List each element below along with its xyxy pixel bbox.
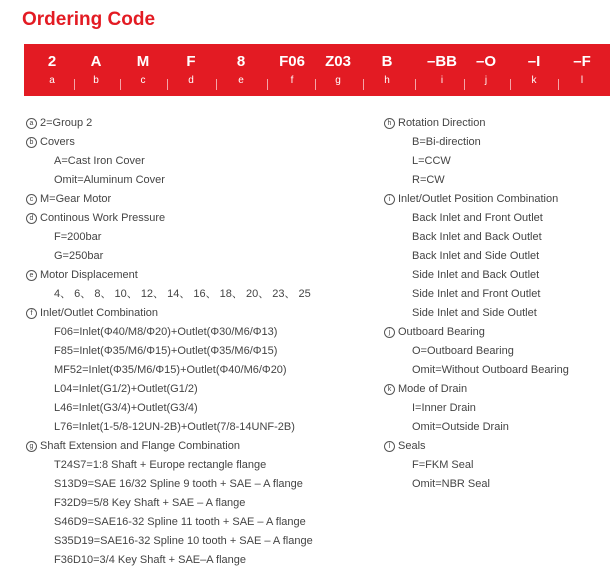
legend-text: Outboard Bearing <box>398 326 485 338</box>
legend-text: Inlet/Outlet Position Combination <box>398 193 559 205</box>
legend-text: F06=Inlet(Φ40/M8/Φ20)+Outlet(Φ30/M6/Φ13) <box>54 326 278 338</box>
legend-option <box>384 133 569 152</box>
legend-text: 2=Group 2 <box>40 117 93 129</box>
code-divider <box>167 79 168 90</box>
code-letter: c <box>140 75 146 86</box>
legend-text: MF52=Inlet(Φ35/M6/Φ15)+Outlet(Φ40/M6/Φ20) <box>54 364 287 376</box>
legend-text: S35D19=SAE16-32 Spline 10 tooth + SAE – A flange <box>54 535 313 547</box>
code-value: –BB <box>426 53 458 70</box>
legend-text: O=Outboard Bearing <box>412 345 514 357</box>
legend-text: Side Inlet and Back Outlet <box>412 269 540 281</box>
code-segment-i <box>427 44 457 96</box>
legend-option <box>26 228 313 247</box>
legend-option <box>384 399 569 418</box>
legend-text: Side Inlet and Side Outlet <box>412 307 537 319</box>
code-segment-b <box>91 44 102 96</box>
legend-text: T24S7=1:8 Shaft + Europe rectangle flange <box>54 459 267 471</box>
code-value: F06 <box>279 53 305 70</box>
legend-text: L46=Inlet(G3/4)+Outlet(G3/4) <box>54 402 198 414</box>
code-divider <box>216 79 217 90</box>
code-divider <box>363 79 364 90</box>
code-letter: i <box>440 75 444 86</box>
code-divider <box>267 79 268 90</box>
legend-text: Omit=Without Outboard Bearing <box>412 364 569 376</box>
code-value: Z03 <box>325 53 351 70</box>
legend-text: I=Inner Drain <box>412 402 476 414</box>
legend-option <box>384 456 569 475</box>
code-letter: k <box>531 75 537 86</box>
circled-letter-f: f <box>26 308 37 319</box>
legend-text: 4、 6、 8、 10、 12、 14、 16、 18、 20、 23、 25 <box>54 288 311 300</box>
legend-option <box>384 152 569 171</box>
ordering-code-bar <box>24 44 610 96</box>
legend-text: M=Gear Motor <box>40 193 112 205</box>
legend-option <box>384 304 569 323</box>
legend-option <box>26 285 313 304</box>
legend-text: Omit=Aluminum Cover <box>54 174 165 186</box>
code-legend-right <box>384 114 569 494</box>
legend-text: S13D9=SAE 16/32 Spline 9 tooth + SAE – A flange <box>54 478 303 490</box>
legend-heading <box>26 304 313 323</box>
legend-option <box>26 418 313 437</box>
legend-text: Motor Displacement <box>40 269 138 281</box>
code-value: 2 <box>47 53 57 70</box>
legend-option <box>26 532 313 551</box>
circled-letter-i: i <box>384 194 395 205</box>
code-segment-e <box>237 44 245 96</box>
legend-option <box>26 513 313 532</box>
code-segment-j <box>476 44 496 96</box>
legend-option <box>26 380 313 399</box>
legend-heading <box>384 323 569 342</box>
legend-text: Back Inlet and Front Outlet <box>412 212 543 224</box>
code-letter: j <box>484 75 488 86</box>
code-letter: b <box>93 75 99 86</box>
legend-heading <box>26 114 313 133</box>
code-letter: l <box>580 75 584 86</box>
legend-option <box>384 171 569 190</box>
legend-text: F=200bar <box>54 231 102 243</box>
legend-text: Back Inlet and Back Outlet <box>412 231 542 243</box>
legend-text: Back Inlet and Side Outlet <box>412 250 540 262</box>
circled-letter-j: j <box>384 327 395 338</box>
circled-letter-h: h <box>384 118 395 129</box>
legend-option <box>26 361 313 380</box>
legend-text: B=Bi-direction <box>412 136 481 148</box>
legend-option <box>26 456 313 475</box>
legend-option <box>26 399 313 418</box>
legend-option <box>26 494 313 513</box>
circled-letter-g: g <box>26 441 37 452</box>
legend-text: Continous Work Pressure <box>40 212 166 224</box>
code-value: A <box>90 53 102 70</box>
code-value: F <box>186 53 196 70</box>
code-divider <box>510 79 511 90</box>
legend-text: L=CCW <box>412 155 451 167</box>
code-segment-l <box>573 44 591 96</box>
code-segment-h <box>382 44 393 96</box>
legend-heading <box>384 380 569 399</box>
code-value: 8 <box>236 53 246 70</box>
legend-option <box>26 342 313 361</box>
legend-heading <box>26 190 313 209</box>
page-title: Ordering Code <box>22 9 156 30</box>
code-value: –I <box>527 53 541 70</box>
legend-heading <box>26 266 313 285</box>
legend-option <box>26 152 313 171</box>
legend-option <box>26 247 313 266</box>
legend-text: Inlet/Outlet Combination <box>40 307 159 319</box>
legend-heading <box>384 437 569 456</box>
legend-heading <box>26 209 313 228</box>
circled-letter-l: l <box>384 441 395 452</box>
legend-option <box>384 228 569 247</box>
legend-text: A=Cast Iron Cover <box>54 155 145 167</box>
code-segment-k <box>528 44 541 96</box>
code-letter: a <box>49 75 55 86</box>
code-segment-f <box>279 44 305 96</box>
legend-text: Rotation Direction <box>398 117 486 129</box>
legend-text: Side Inlet and Front Outlet <box>412 288 541 300</box>
legend-text: Shaft Extension and Flange Combination <box>40 440 240 452</box>
legend-option <box>384 342 569 361</box>
code-letter: g <box>335 75 341 86</box>
legend-text: F32D9=5/8 Key Shaft + SAE – A flange <box>54 497 246 509</box>
legend-text: F=FKM Seal <box>412 459 474 471</box>
code-segment-d <box>186 44 195 96</box>
legend-heading <box>384 190 569 209</box>
legend-option <box>384 418 569 437</box>
code-legend-left <box>26 114 313 570</box>
circled-letter-k: k <box>384 384 395 395</box>
legend-text: Mode of Drain <box>398 383 468 395</box>
code-divider <box>558 79 559 90</box>
circled-letter-d: d <box>26 213 37 224</box>
legend-option <box>26 323 313 342</box>
legend-option <box>26 475 313 494</box>
legend-option <box>384 475 569 494</box>
code-letter: d <box>188 75 194 86</box>
legend-text: F36D10=3/4 Key Shaft + SAE–A flange <box>54 554 247 566</box>
legend-text: L76=Inlet(1-5/8-12UN-2B)+Outlet(7/8-14UNF-2B) <box>54 421 295 433</box>
circled-letter-a: a <box>26 118 37 129</box>
legend-heading <box>384 114 569 133</box>
legend-option <box>26 551 313 570</box>
legend-option <box>384 209 569 228</box>
legend-text: G=250bar <box>54 250 104 262</box>
code-segment-a <box>48 44 56 96</box>
legend-option <box>384 285 569 304</box>
code-letter: e <box>238 75 244 86</box>
legend-text: L04=Inlet(G1/2)+Outlet(G1/2) <box>54 383 198 395</box>
code-letter: h <box>384 75 390 86</box>
code-divider <box>315 79 316 90</box>
code-divider <box>120 79 121 90</box>
legend-text: Covers <box>40 136 75 148</box>
code-letter: f <box>290 75 294 86</box>
legend-option <box>384 266 569 285</box>
code-divider <box>74 79 75 90</box>
code-value: –F <box>573 53 591 70</box>
legend-text: Seals <box>398 440 426 452</box>
circled-letter-e: e <box>26 270 37 281</box>
legend-text: Omit=NBR Seal <box>412 478 490 490</box>
legend-heading <box>26 437 313 456</box>
code-value: M <box>136 53 150 70</box>
code-divider <box>464 79 465 90</box>
circled-letter-c: c <box>26 194 37 205</box>
code-value: –O <box>475 53 497 70</box>
code-segment-c <box>137 44 150 96</box>
code-divider <box>415 79 416 90</box>
code-value: B <box>381 53 393 70</box>
legend-text: F85=Inlet(Φ35/M6/Φ15)+Outlet(Φ35/M6/Φ15) <box>54 345 278 357</box>
legend-option <box>384 247 569 266</box>
legend-text: S46D9=SAE16-32 Spline 11 tooth + SAE – A flange <box>54 516 306 528</box>
legend-text: R=CW <box>412 174 445 186</box>
legend-text: Omit=Outside Drain <box>412 421 509 433</box>
circled-letter-b: b <box>26 137 37 148</box>
legend-option <box>26 171 313 190</box>
code-segment-g <box>325 44 351 96</box>
legend-heading <box>26 133 313 152</box>
legend-option <box>384 361 569 380</box>
